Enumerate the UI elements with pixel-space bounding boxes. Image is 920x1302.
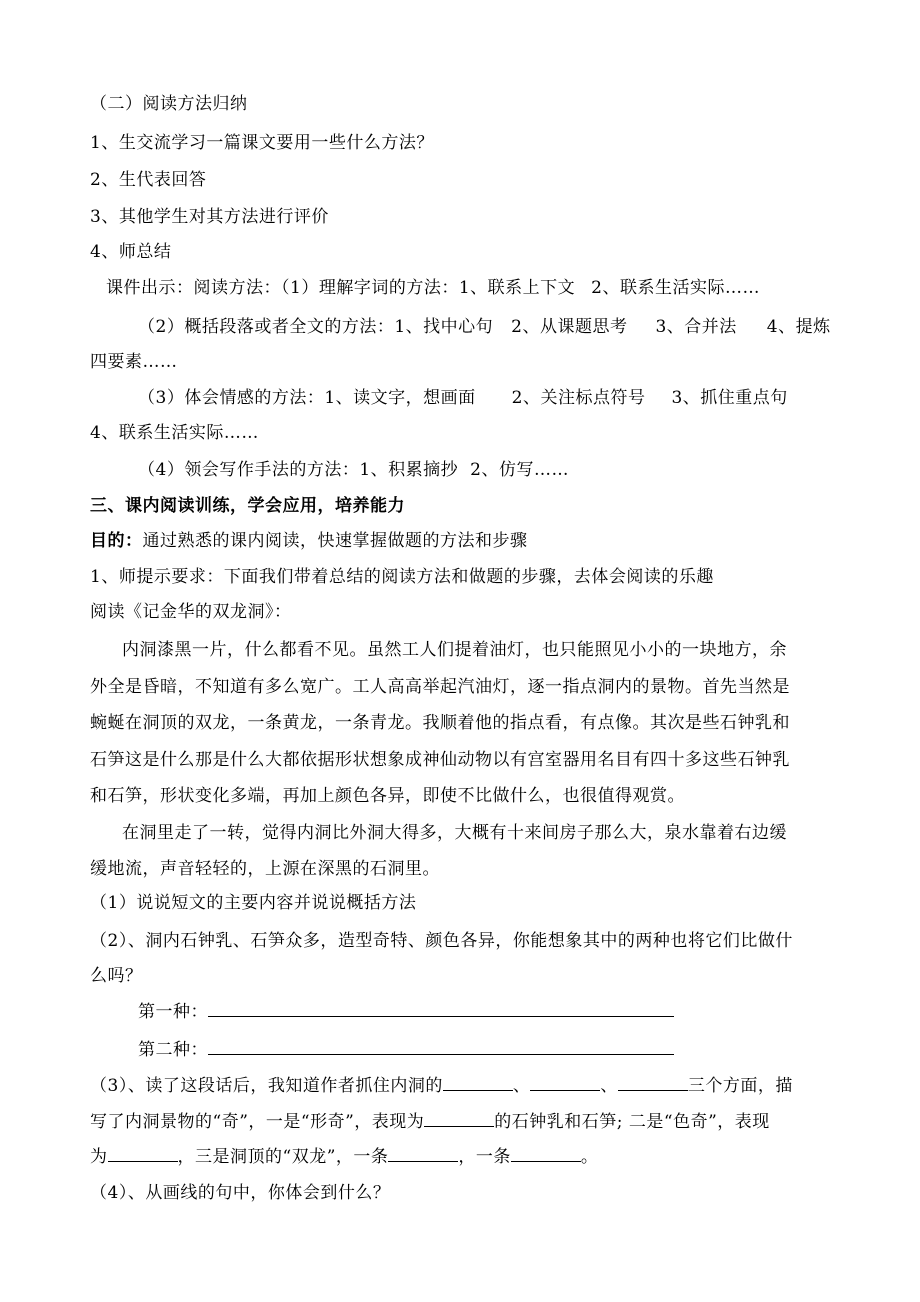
courseware-line: [106, 278, 866, 298]
section3-title: 三、课内阅读训练，学会应用，培养能力: [90, 496, 405, 516]
question-3-line3: [90, 1147, 850, 1167]
passage-p1-line4: 石笋这是什么那是什么大都依据形状想象成神仙动物以有宫室器用名目有四十多这些石钟乳: [90, 750, 790, 770]
step-4: 4、师总结: [90, 242, 172, 262]
q2-first-line: [138, 1002, 898, 1022]
passage-p1-line3: 蜿蜒在洞顶的双龙，一条黄龙，一条青龙。我顺着他的指点看，有点像。其次是些石钟乳和: [90, 713, 790, 733]
step-2: 2、生代表回答: [90, 170, 207, 190]
method3-c: 3、抓住重点句: [671, 388, 788, 408]
q3-text-g: ，一条: [458, 1147, 511, 1167]
q3-sep-1: 、: [512, 1076, 531, 1096]
question-3-line1: [90, 1076, 850, 1096]
q3-text-f: ，三是洞顶的“双龙”，一条: [177, 1147, 389, 1167]
q3-text-h: 。: [580, 1147, 599, 1167]
question-1: （1）说说短文的主要内容并说说概括方法: [90, 893, 417, 913]
q3-text-e: 为: [90, 1147, 108, 1167]
passage-p2-line2: 缓地流，声音轻轻的，上源在深黑的石洞里。: [90, 859, 440, 879]
question-3-line2: [90, 1112, 850, 1132]
method1-text-b: 2、联系生活实际……: [591, 278, 760, 298]
q3-blank-4[interactable]: [424, 1112, 494, 1127]
method2-b: 2、从课题思考: [511, 317, 628, 337]
q3-sep-2: 、: [600, 1076, 618, 1096]
q3-blank-1[interactable]: [443, 1076, 513, 1091]
q2-first-label: 第一种：: [138, 1002, 208, 1022]
purpose-label: 目的：: [90, 531, 143, 551]
step-3: 3、其他学生对其方法进行评价: [90, 207, 329, 227]
method2-continuation: 四要素……: [90, 352, 178, 372]
q3-text-b: 三个方面，描: [687, 1076, 793, 1096]
q3-text-d: 的石钟乳和石笋; 二是“色奇”，表现: [494, 1112, 770, 1132]
question-2-line2: 么吗？: [90, 966, 143, 986]
method3-line: [138, 388, 898, 408]
passage-p1-line1: 内洞漆黑一片，什么都看不见。虽然工人们提着油灯，也只能照见小小的一块地方，余: [122, 640, 787, 660]
teacher-prompt: 1、师提示要求：下面我们带着总结的阅读方法和做题的步骤，去体会阅读的乐趣: [90, 567, 714, 587]
method2-a: （2）概括段落或者全文的方法：1、找中心句: [138, 317, 494, 337]
q3-blank-2[interactable]: [530, 1076, 600, 1091]
q3-blank-6[interactable]: [388, 1147, 458, 1162]
passage-p1-line5: 和石笋，形状变化多端，再加上颜色各异，即使不比做什么，也很值得观赏。: [90, 786, 685, 806]
method2-c: 3、合并法: [655, 317, 737, 337]
method3-continuation: 4、联系生活实际……: [90, 423, 259, 443]
passage-p1-line2: 外全是昏暗，不知道有多么宽广。工人高高举起汽油灯，逐一指点洞内的景物。首先当然是: [90, 677, 790, 697]
method4-a: （4）领会写作手法的方法：1、积累摘抄: [138, 460, 459, 480]
passage-p2-line1: 在洞里走了一转，觉得内洞比外洞大得多，大概有十来间房子那么大，泉水靠着右边缓: [122, 823, 787, 843]
section2-title: （二）阅读方法归纳: [90, 94, 248, 114]
question-4: （4）、从画线的句中，你体会到什么？: [90, 1183, 391, 1203]
method2-d: 4、提炼: [766, 317, 831, 337]
q3-blank-5[interactable]: [108, 1147, 178, 1162]
q3-text-a: （3）、读了这段话后，我知道作者抓住内洞的: [90, 1076, 443, 1096]
reading-title: 阅读《记金华的双龙洞》：: [90, 602, 292, 622]
q2-second-blank[interactable]: [208, 1040, 674, 1055]
method4-b: 2、仿写……: [470, 460, 569, 480]
purpose-text: 通过熟悉的课内阅读，快速掌握做题的方法和步骤: [142, 531, 528, 551]
method4-line: [138, 460, 898, 480]
q2-second-line: [138, 1040, 898, 1060]
method1-text: 课件出示：阅读方法：（1）理解字词的方法：1、联系上下文: [106, 278, 576, 298]
q3-blank-3[interactable]: [618, 1076, 688, 1091]
method3-b: 2、关注标点符号: [511, 388, 646, 408]
purpose-line: [90, 531, 850, 551]
question-2-line1: （2）、洞内石钟乳、石笋众多，造型奇特、颜色各异，你能想象其中的两种也将它们比做什: [90, 931, 793, 951]
q3-blank-7[interactable]: [511, 1147, 581, 1162]
q3-text-c: 写了内洞景物的“奇”，一是“形奇”，表现为: [90, 1112, 425, 1132]
method3-a: （3）体会情感的方法：1、读文字，想画面: [138, 388, 476, 408]
method2-line: [138, 317, 898, 337]
q2-second-label: 第二种：: [138, 1040, 208, 1060]
q2-first-blank[interactable]: [208, 1002, 674, 1017]
step-1: 1、生交流学习一篇课文要用一些什么方法？: [90, 133, 434, 153]
